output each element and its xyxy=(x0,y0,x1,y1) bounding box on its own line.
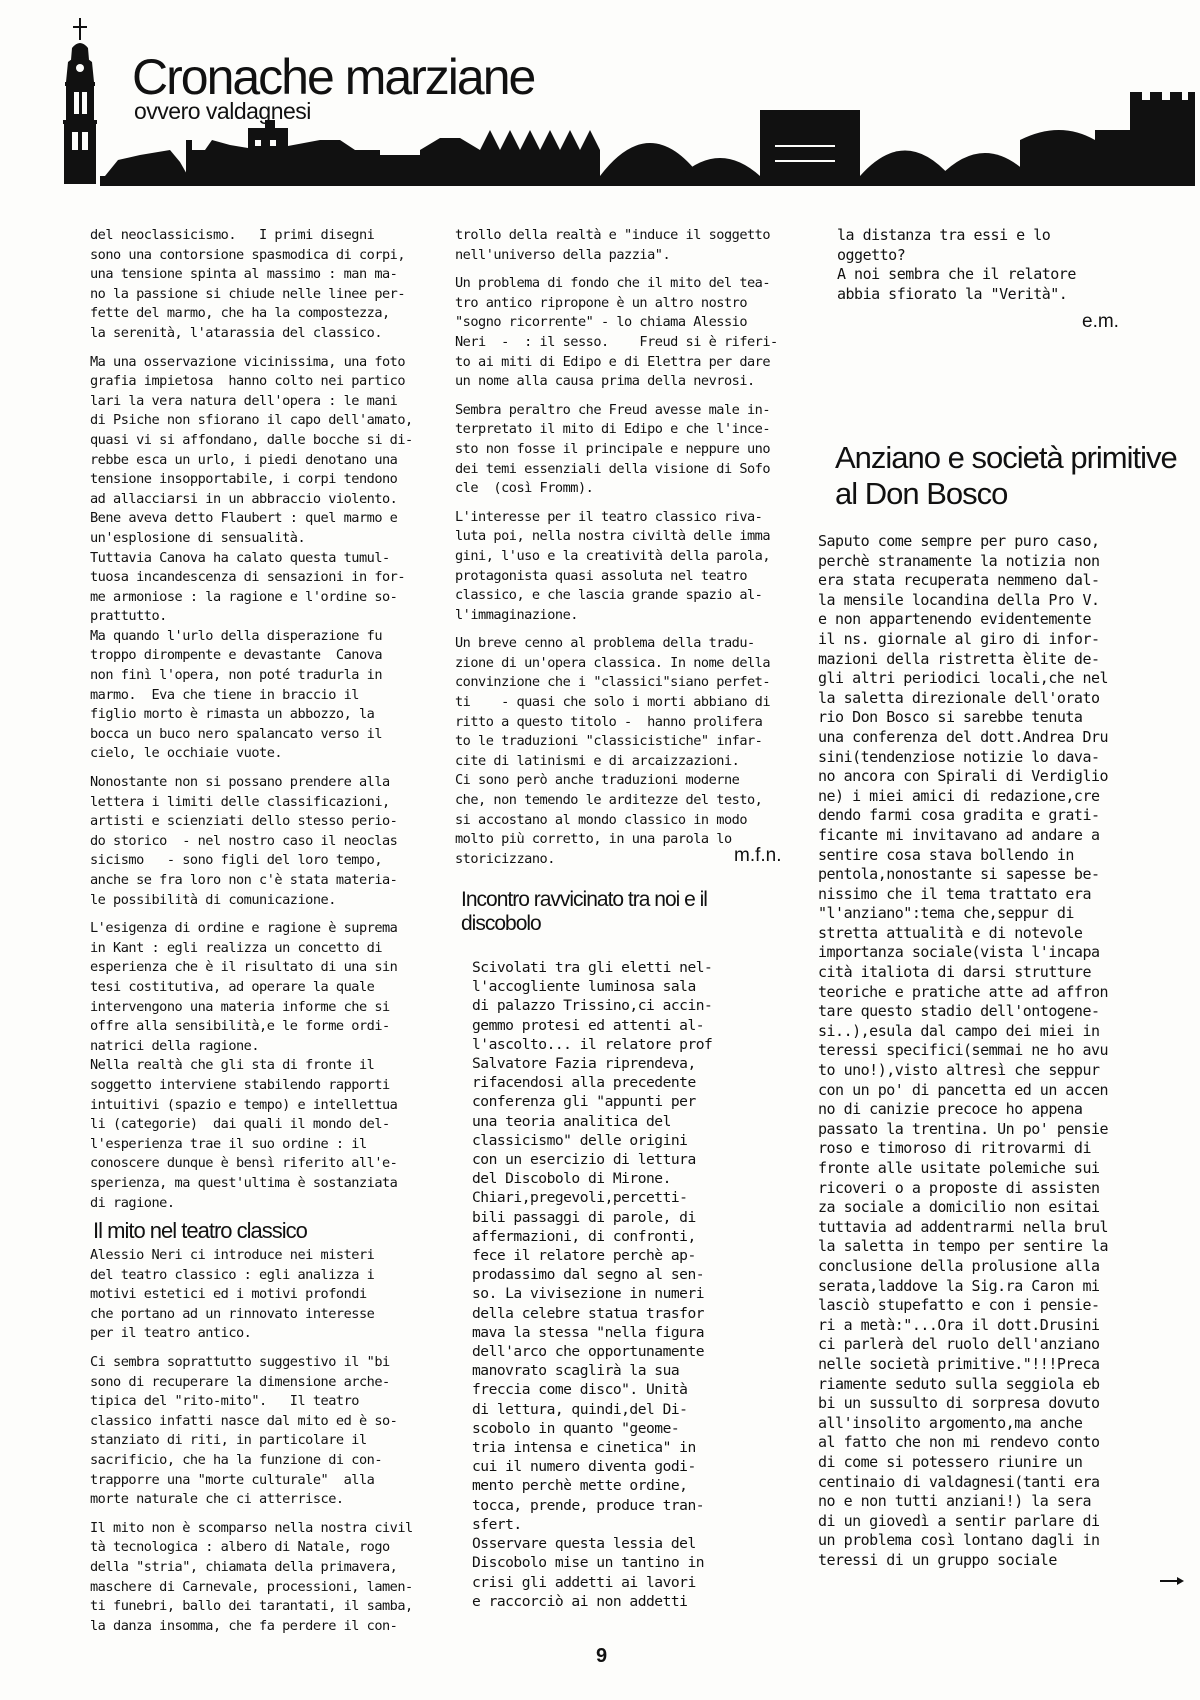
paragraph: Il mito non è scomparso nella nostra civil tà tecnologica : albero di Natale, rogo della "stria", chiamata della primavera, maschere di Carnevale, processioni, lamen- ti funebri, ballo dei tarantati, il samba, la danza insomma, che fa perdere il con- xyxy=(90,1519,413,1634)
paragraph: la distanza tra essi e lo oggetto? A noi sembra che il relatore abbia sfiorato la "Verità". xyxy=(837,226,1076,303)
column-3 xyxy=(837,226,1172,313)
paragraph: Alessio Neri ci introduce nei misteri del teatro classico : egli analizza i motivi estetici ed i motivi profondi che portano ad un rinnovato interesse per il teatro antico. xyxy=(90,1247,375,1342)
continue-arrow-icon xyxy=(1160,1580,1182,1582)
signature-em: e.m. xyxy=(1082,311,1119,332)
heading-mito-teatro-classico: Il mito nel teatro classico xyxy=(93,1218,307,1243)
page-number: 9 xyxy=(596,1645,608,1667)
paragraph: trollo della realtà e "induce il soggetto nell'universo della pazzia". xyxy=(455,227,771,263)
signature-mfn: m.f.n. xyxy=(734,845,782,866)
paragraph: del neoclassicismo. I primi disegni sono una contorsione spasmodica di corpi, una tensione spinta al massimo : man ma- no la passione si chiude nelle linee per- fette del marmo, che ha la compostezza, la serenità, l'atarassia del classico. xyxy=(90,227,406,341)
paragraph: Saputo come sempre per puro caso, perchè stranamente la notizia non era stata recuperata nemmeno dal- la mensile locandina della Pro V. e non appartenendo evidentemente il ns. giornale al giro di infor- mazioni della ristretta èlite de- gli altri periodici locali,che nel la saletta direzionale dell'orato rio Don Bosco si sarebbe tenuta una conferenza del dott.Andrea Dru sini(tendenziose notizie lo dava- no ancora con Spirali di Verdiglio ne) i miei amici di redazione,cre dendo farmi cosa gradita e grati- ficante mi invitavano ad andare a sentire cosa stava bollendo in pentola,nonostante si sapesse be- nissimo che il tema trattato era "l'anziano":tema che,seppur di stretta attualità e di notevole importanza sociale(vista l'incapa cità italiota di darsi strutture teoriche e pratiche atte ad affron tare questo stadio dell'ontogene- si..),esula dal campo dei miei in teressi specifici(semmai ne ho avu to uno!),visto altresì che seppur con un po' di pancetta ed un accen no di canizie precoce ho appena passato la trentina. Un po' pensie roso e timoroso di ritrovarmi di fronte alle usitate polemiche sui ricoveri o a proposte di assisten za sociale a domicilio non esitai tuttavia ad addentrarmi nella brul la saletta in tempo per sentire la conclusione della prolusione alla serata,laddove la Sig.ra Caron mi lasciò stupefatto e con i pensie- ri a metà:"...Ora il dott.Drusini ci parlerà del ruolo dell'anziano nelle società primitive."!!!Preca riamente seduto sulla seggiola eb bi un sussulto di sorpresa dovuto all'insolito argomento,ma anche al fatto che non mi rendevo conto di come si potessero riunire un centinaio di valdagnesi(tanti era no e non tutti anziani!) la sera di un giovedì a sentir parlare di un problema così lontano dagli in teressi di un gruppo sociale xyxy=(818,532,1109,1569)
column-1-mito xyxy=(90,1246,420,1645)
paragraph: Un problema di fondo che il mito del tea- tro antico ripropone è un altro nostro "sogno ricorrente" - lo chiama Alessio Neri - : il sesso. Freud si è riferi- to ai miti di Edipo e di Elettra per dare un nome alla causa prima della nevrosi. xyxy=(455,275,778,390)
paragraph: Un breve cenno al problema della tradu- zione di un'opera classica. In nome della convinzione che i "classici"siano perfet- ti - quasi che solo i morti abbiano di ritto a questo titolo - hanno prolifera to le traduzioni "classicistiche" infar- cite di latinismi e di arcaizzazioni. Ci sono però anche traduzioni moderne che, non temendo le arditezze del testo, si accostano al mondo classico in modo molto più corretto, in una parola lo storicizzano. xyxy=(455,635,771,867)
heading-incontro-discobolo: Incontro ravvicinato tra noi e il discobolo xyxy=(461,888,707,935)
masthead-title: Cronache marziane xyxy=(132,49,535,105)
paragraph: Sembra peraltro che Freud avesse male in- terpretato il mito di Edipo e che l'ince- sto non fosse il principale e neppure uno dei temi essenziali della visione di Sofo cle (così Fromm). xyxy=(455,401,771,497)
paragraph: Ci sembra soprattutto suggestivo il "bi sono di recuperare la dimensione arche- tipica del "rito-mito". Il teatro classico infatti nasce dal mito ed è so- stanziato di riti, in particolare il sacrificio, che ha la funzione di con- trapporre una "morte culturale" alla morte naturale che ci atterrisce. xyxy=(90,1353,398,1508)
column-2 xyxy=(455,226,800,878)
heading-anziano-societa: Anziano e società primitive al Don Bosco xyxy=(835,440,1177,511)
masthead-subtitle: ovvero valdagnesi xyxy=(134,98,311,124)
bell-tower-icon xyxy=(63,18,97,184)
paragraph: L'esigenza di ordine e ragione è suprema in Kant : egli realizza un concetto di esperienza che è il risultato di una sin tesi costitutiva, ad operare la quale intervengono una materia informe che si offre alla sensibilità,e le forme ordi- natrici della ragione. Nella realtà che gli sta di fronte il soggetto interviene stabilendo rapporti intuitivi (spazio e tempo) e intellettua li (categorie) dai quali il mondo del- l'esperienza trae il suo ordine : il conoscere dunque è bensì riferito all'e- sperienza, ma quest'ultima è sostanziata di ragione. xyxy=(90,920,398,1211)
column-incontro xyxy=(472,958,792,1611)
paragraph: Ma una osservazione vicinissima, una foto grafia impietosa hanno colto nei partico lari la vera natura dell'opera : le mani di Psiche non sfiorano il capo dell'amato, quasi vi si affondano, dalle bocche si di- rebbe esca un urlo, i piedi denotano una tensione insopportabile, i corpi tendono ad allacciarsi in un abbraccio violento. Bene aveva detto Flaubert : quel marmo e un'esplosione di sensualità. Tuttavia Canova ha calato questa tumul- tuosa incandescenza di sensazioni in for- me armoniose : la ragione e l'ordine so- prattutto. Ma quando l'urlo della disperazione fu troppo dirompente e devastante Canova non finì l'opera, non poté tradurla in marmo. Eva che tiene in braccio il figlio morto è rimasta un abbozzo, la bocca un buco nero spalancato verso il cielo, le occhiaie vuote. xyxy=(90,353,413,762)
masthead xyxy=(0,0,1200,190)
column-anziano xyxy=(818,532,1193,1570)
paragraph: L'interesse per il teatro classico riva- luta poi, nella nostra civiltà delle imma gini, l'uso e la creatività della parola, protagonista quasi assoluta nel teatro classico, e che lascia grande spazio al- l'immaginazione. xyxy=(455,508,771,623)
paragraph: Nonostante non si possano prendere alla lettera i limiti delle classificazioni, artisti e scienziati dello stesso perio- do storico - nel nostro caso il neoclas sicismo - sono figli del loro tempo, anche se fra loro non c'è stata materia- le possibilità di comunicazione. xyxy=(90,774,398,908)
paragraph: Scivolati tra gli eletti nel- l'accogliente luminosa sala di palazzo Trissino,ci accin- gemmo protesi ed attenti al- l'ascolto... il relatore prof Salvatore Fazia riprendeva, rifacendosi alla precedente conferenza gli "appunti per una teoria analitica del classicismo" delle origini con un esercizio di lettura del Discobolo di Mirone. Chiari,pregevoli,percetti- bili passaggi di parole, di affermazioni, di confronti, fece il relatore perchè ap- prodassimo dal segno al sen- so. La vivisezione in numeri della celebre statua trasfor mava la stessa "nella figura dell'arco che opportunamente manovrato scaglirà la sua freccia come disco". Unità di lettura, quindi,del Di- scobolo in quanto "geome- tria intensa e cinetica" in cui il numero diventa godi- mento perchè mette ordine, tocca, prende, produce tran- sfert. Osservare questa lessia del Discobolo mise un tantino in crisi gli addetti ai lavori e raccorciò ai non addetti xyxy=(472,959,713,1610)
column-1 xyxy=(90,226,420,1222)
